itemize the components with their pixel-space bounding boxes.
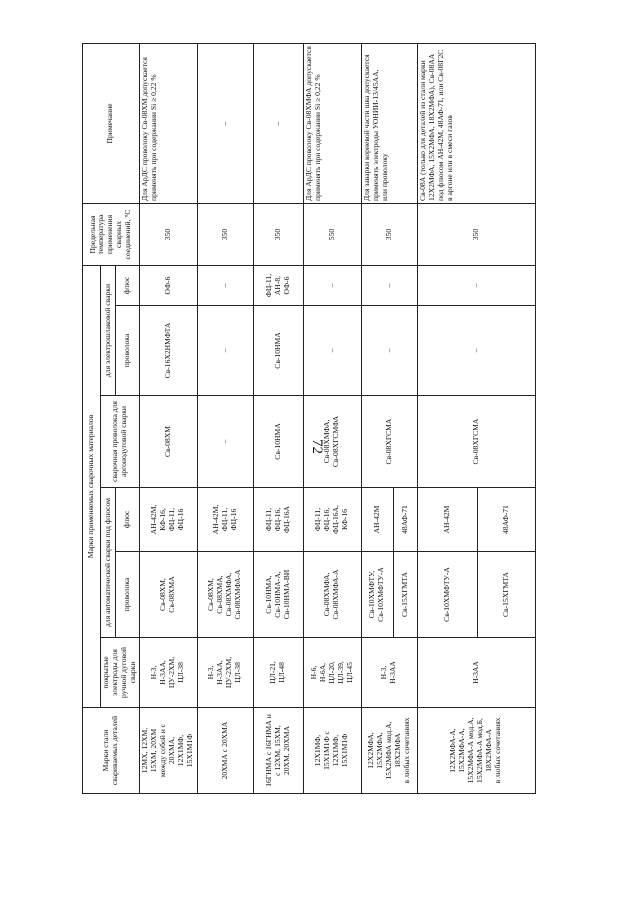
cell-temp: 350 [361, 204, 417, 266]
cell-wire: Св-10НМА, Св-10НМА-А, Св-10НМА-ВИ [253, 552, 303, 638]
cell-flux-alt: 48АФ-71 [393, 488, 417, 552]
cell-temp: 350 [197, 204, 253, 266]
header-argon-wire: сварочная проволока для аргонодуговой сварки [101, 396, 140, 488]
rotated-table-container [82, 44, 532, 794]
table-row [417, 44, 477, 794]
cell-wire: Св-08ХМ, Св-08ХМА [139, 552, 197, 638]
cell-argon-wire: Св-08ХГСМА [417, 396, 535, 488]
cell-wire-alt: Св-15ХГМТА [393, 552, 417, 638]
cell-note: Для АрДС проволоку Св-08ХМ допускается применять при содержании Si ≥ 0,22 % [139, 44, 197, 204]
header-auto-flux: для автоматической сварки под флюсом [101, 488, 116, 638]
cell-steel: 12Х2МФА-А, 15Х2МФА-А, 15Х2МФА-А мод.А, 15Х2МФА-А мод.Б, 18Х2МФА-А в любых сочетаниях [417, 708, 535, 794]
cell-electrodes: Н-3, Н-3АА, ЦУ-2ХМ, ЦЛ-38 [139, 638, 197, 708]
cell-electrodes: Н-3, Н-3АА [361, 638, 417, 708]
cell-argon-wire: Св-10НМА [253, 396, 303, 488]
cell-argon-wire: – [197, 396, 253, 488]
cell-flux-alt: 48АФ-71 [477, 488, 535, 552]
cell-wire: Св-08ХМ, Св-08ХМА, Св-08ХМФА, Св-08ХМФА-А [197, 552, 253, 638]
page-number: 72 [309, 439, 325, 454]
cell-es-flux: – [303, 266, 361, 306]
cell-note: Св-08А (только для деталей из стали марки 12Х2МФА, 15Х2МФА, 18Х2МФА), Св-08АА под флюсом АН-42М, 48АФ-71, или Св-08Г2С в аргоне или в смеси газов [417, 44, 535, 204]
cell-wire: Св-08ХМФА, Св-08ХМФА-А [303, 552, 361, 638]
cell-wire-alt: Св-15ХГМТА [477, 552, 535, 638]
cell-temp: 350 [253, 204, 303, 266]
cell-steel: 12МХ, 12ХМ, 15ХМ, 20ХМ между собой и с 20ХМА, 12Х1МФ, 15Х1М1Ф [139, 708, 197, 794]
cell-flux: ФЦ-11, ФЦ-16, ФЦ-16А [253, 488, 303, 552]
cell-es-wire: – [417, 306, 535, 396]
cell-es-wire: Св-10НМА [253, 306, 303, 396]
cell-flux: АН-42М [417, 488, 477, 552]
cell-wire: Св-10ХМФТУ, Св-10ХМФТУ-А [361, 552, 393, 638]
cell-es-flux: ОФ-6 [139, 266, 197, 306]
header-es-flux: флюс [116, 266, 140, 306]
cell-es-wire: – [361, 306, 417, 396]
welding-materials-table [82, 43, 536, 794]
cell-electrodes: Н-3АА [417, 638, 535, 708]
header-temp: Предельная температура применения сварных соединений, °С [83, 204, 140, 266]
cell-es-wire: – [197, 306, 253, 396]
cell-temp: 350 [417, 204, 535, 266]
cell-es-flux: – [417, 266, 535, 306]
cell-note: Для заварки корневой части шва допускается применять электроды УОНИИ-13/45АА, или проволоку [361, 44, 417, 204]
header-wire: проволока [116, 552, 140, 638]
cell-argon-wire: Св-08ХГСМА [361, 396, 417, 488]
cell-steel: 16ГНМА с 16ГНМА и с 12ХМ, 15ХМ, 20ХМ, 20ХМА [253, 708, 303, 794]
cell-electrodes: Н-3, Н-3АА, ЦУ-2ХМ, ЦЛ-38 [197, 638, 253, 708]
cell-wire: Св-10ХМФТУ-А [417, 552, 477, 638]
cell-steel: 12Х2МФА, 15Х2МФА, 15Х2МФА мод.А, 18Х2МФА в любых сочетаниях [361, 708, 417, 794]
cell-flux: ФЦ-11, ФЦ-16, ФЦ-16А, КФ-16 [303, 488, 361, 552]
cell-note: Для АрДС проволоку Св-08ХМФА допускается применять при содержании Si ≥ 0,22 % [303, 44, 361, 204]
table-row [303, 44, 361, 794]
cell-steel: 12Х1МФ, 15Х1М1Ф с 12Х1МФ, 15Х1М1Ф [303, 708, 361, 794]
table-row [197, 44, 253, 794]
header-electrodes: покрытые электроды для ручной дуговой сварки [101, 638, 140, 708]
header-flux: флюс [116, 488, 140, 552]
cell-electrodes: Н-6, Н-6А, ЦЛ-20, ЦЛ-39, ЦЛ-45 [303, 638, 361, 708]
table-row [361, 44, 393, 794]
cell-argon-wire: Св-08ХМ [139, 396, 197, 488]
cell-note: – [253, 44, 303, 204]
cell-electrodes: ЦЛ-21, ЦЛ-48 [253, 638, 303, 708]
header-materials: Марки применяемых сварочных материалов [83, 266, 101, 708]
cell-note: – [197, 44, 253, 204]
header-electroslag: для электрошлаковой сварки [101, 266, 116, 396]
table-row [253, 44, 303, 794]
cell-flux: АН-42М, ФЦ-11, ФЦ-16 [197, 488, 253, 552]
cell-es-flux: – [361, 266, 417, 306]
cell-temp: 550 [303, 204, 361, 266]
cell-temp: 350 [139, 204, 197, 266]
cell-flux: АН-42М, КФ-16, ФЦ-11, ФЦ-16 [139, 488, 197, 552]
header-steel: Марки стали свариваемых деталей [83, 708, 140, 794]
cell-es-wire: Св-16Х2НМФТА [139, 306, 197, 396]
cell-es-wire: – [303, 306, 361, 396]
table-row [139, 44, 197, 794]
cell-es-flux: – [197, 266, 253, 306]
header-note: Примечание [83, 44, 140, 204]
header-es-wire: проволока [116, 306, 140, 396]
cell-argon-wire: Св-08ХМФА, Св-08ХГСМФА [303, 396, 361, 488]
cell-steel: 20ХМА с 20ХМА [197, 708, 253, 794]
cell-flux: АН-42М [361, 488, 393, 552]
cell-es-flux: ФЦ-11, АН-8, ОФ-6 [253, 266, 303, 306]
